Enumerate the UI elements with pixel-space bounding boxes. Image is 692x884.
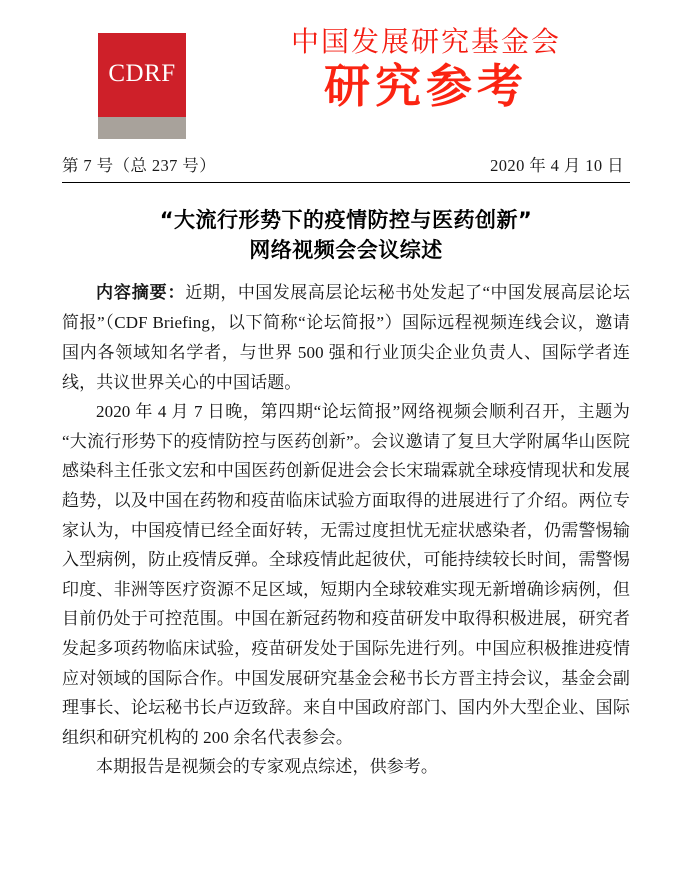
abstract-label: 内容摘要：: [96, 282, 186, 303]
organization-name: 中国发展研究基金会: [290, 25, 561, 58]
body-paragraph-2: 2020 年 4 月 7 日晚，第四期“论坛简报”网络视频会顺利召开，主题为“大流行形势下的疫情防控与医药创新”。会议邀请了复旦大学附属华山医院感染科主任张文宏和中国医药创新促进会会长宋瑞霖就全球疫情现状和发展趋势，以及中国在药物和疫苗临床试验方面取得的进展进行了介绍。两位专家认为，中国疫情已经全面好转，无需过度担忧无症状感染者，仍需警惕输入型病例，防止疫情反弹。全球疫情此起彼伏，可能持续较长时间，需警惕印度、非洲等医疗资源不足区域，短期内全球较难实现无新增确诊病例，但目前仍处于可控范围。中国在新冠药物和疫苗研发中取得积极进展，研究者发起多项药物临床试验，疫苗研发处于国际先进行列。中国应积极推进疫情应对领域的国际合作。中国发展研究基金会秘书长方晋主持会议，基金会副理事长、论坛秘书长卢迈致辞。来自中国政府部门、国内外大型企业、国际组织和研究机构的 200 余名代表参会。: [62, 402, 630, 747]
publication-name: 研究参考: [324, 59, 528, 114]
body-copy: [62, 278, 630, 782]
cdrf-logo: [95, 30, 189, 142]
masthead: [0, 0, 692, 140]
logo-gray-band: [98, 117, 186, 139]
logo-container: [62, 22, 222, 142]
issue-number: 第 7 号（总 237 号）: [62, 156, 217, 175]
page-title: [70, 205, 622, 266]
issue-bar: [62, 152, 630, 183]
logo-wordmark: CDRF: [108, 59, 176, 87]
logo-red-block: [98, 33, 186, 117]
issue-date: 2020 年 4 月 10 日: [490, 156, 624, 175]
body-paragraph-3: 本期报告是视频会的专家观点综述，供参考。: [96, 757, 438, 777]
masthead-titles: [222, 22, 630, 112]
page-title-line-1: “大流行形势下的疫情防控与医药创新”: [159, 208, 533, 232]
abstract-paragraph: [62, 278, 630, 397]
page-title-line-2: 网络视频会会议综述: [249, 238, 443, 263]
abstract-text: 近期，中国发展高层论坛秘书处发起了“中国发展高层论坛简报”（CDF Briefing，以下简称“论坛简报”）国际远程视频连线会议，邀请国内各领域知名学者，与世界 500 强和行业顶尖企业负责人、国际学者连线，共议世界关心的中国话题。: [62, 282, 630, 392]
